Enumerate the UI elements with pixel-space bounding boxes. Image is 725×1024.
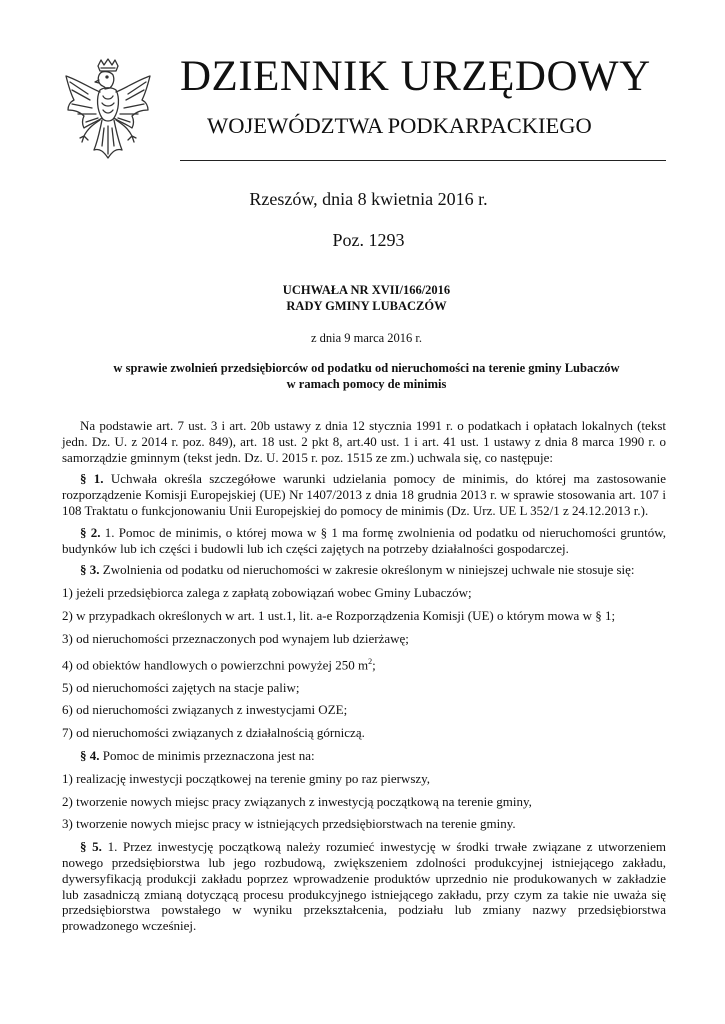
section-4 (62, 748, 666, 764)
list-item: 2) w przypadkach określonych w art. 1 ust.1, lit. a-e Rozporządzenia Komisji (UE) o którym mowa w § 1; (62, 607, 616, 623)
list-item: 1) realizację inwestycji początkowej na terenie gminy po raz pierwszy, (62, 770, 431, 786)
list-item: 6) od nieruchomości związanych z inwestycjami OZE; (62, 702, 348, 718)
list-item-text: 4) od obiektów handlowych o powierzchni powyżej 250 m (62, 656, 369, 672)
polish-eagle-icon (58, 58, 158, 168)
superscript: 2 (368, 656, 373, 666)
list-item: 5) od nieruchomości zajętych na stacje paliw; (62, 679, 300, 695)
list-item (62, 654, 666, 673)
publication-date: Rzeszów, dnia 8 kwietnia 2016 r. (249, 189, 488, 209)
section-3-text: Zwolnienia od podatku od nieruchomości w zakresie określonym w niniejszej uchwale nie stosuje się: (99, 562, 635, 578)
section-1 (62, 471, 666, 518)
act-heading (0, 282, 725, 314)
section-5 (62, 839, 666, 934)
list-item: 2) tworzenie nowych miejsc pracy związanych z inwestycją początkową na terenie gminy, (62, 793, 532, 809)
section-4-label: § 4. (80, 748, 100, 764)
list-item: 1) jeżeli przedsiębiorca zalega z zapłatą zobowiązań wobec Gminy Lubaczów; (62, 585, 472, 601)
section-2-label: § 2. (80, 524, 101, 540)
act-subject (0, 360, 725, 392)
act-subject-line-2: w ramach pomocy de minimis (286, 377, 447, 391)
list-item: 7) od nieruchomości związanych z działalnością górniczą. (62, 725, 365, 741)
act-date: z dnia 9 marca 2016 r. (310, 331, 423, 345)
journal-title: DZIENNIK URZĘDOWY (180, 53, 651, 100)
section-5-text: 1. Przez inwestycję początkową należy rozumieć inwestycję w środki trwałe związane z utworzeniem nowego przedsiębiorstwa lub jego rozbudową, zwiększeniem zdolności produkcyjnej istniejącego zakładu, dywersyfikacją produkcji zakładu poprzez wprowadzenie produktów uprzednio nie produkowanych w zakładzie lub zasadniczą zmianą dotyczącą procesu produkcyjnego istniejącego zakładu, przy czym za takie nie uważa się przedsiębiorstwa powstałego w wyniku przekształcenia, podziału lub zmiany nazwy przedsiębiorstwa prowadzonego wcześniej. (62, 839, 667, 934)
section-5-label: § 5. (80, 839, 102, 855)
list-item-tail: ; (372, 656, 376, 672)
header-divider (180, 160, 666, 161)
section-2-text: 1. Pomoc de minimis, o której mowa w § 1 ma formę zwolnienia od podatku od nieruchomości gruntów, budynków lub ich części i budowli lub ich części zajętych na potrzeby działalności gospodarczej. (62, 524, 666, 556)
section-1-label: § 1. (80, 471, 104, 487)
list-item: 3) tworzenie nowych miejsc pracy w istniejących przedsiębiorstwach na terenie gminy. (62, 816, 516, 832)
act-issuer: RADY GMINY LUBACZÓW (286, 299, 447, 313)
act-body (62, 418, 666, 934)
section-3 (62, 562, 666, 578)
act-number: UCHWAŁA NR XVII/166/2016 (282, 283, 451, 297)
section-4-text: Pomoc de minimis przeznaczona jest na: (99, 748, 315, 764)
list-item: 3) od nieruchomości przeznaczonych pod wynajem lub dzierżawę; (62, 630, 409, 646)
act-subject-line-1: w sprawie zwolnień przedsiębiorców od podatku od nieruchomości na terenie gminy Lubaczów (113, 361, 620, 375)
section-1-text: Uchwała określa szczegółowe warunki udzielania pomocy de minimis, do której ma zastosowanie rozporządzenie Komisji Europejskiej (UE) Nr 1407/2013 z dnia 18 grudnia 2013 r. w sprawie stosowania art. 107 i 108 Traktatu o funkcjonowaniu Unii Europejskiej do pomocy de minimis (Dz. Urz. UE L 352/1 z 24.12.2013 r.). (62, 471, 666, 518)
preamble: Na podstawie art. 7 ust. 3 i art. 20b ustawy z dnia 12 stycznia 1991 r. o podatkach i opłatach lokalnych (tekst jedn. Dz. U. z 2014 r. poz. 849), art. 18 ust. 2 pkt 8, art.40 ust. 1 i art. 41 ust. 1 ustawy z dnia 8 marca 1990 r. o samorządzie gminnym (tekst jedn. Dz. U. 2015 r. poz. 1515 ze zm.) uchwala się, co następuje: (62, 418, 666, 465)
section-2 (62, 525, 666, 557)
position-number: Poz. 1293 (332, 230, 405, 250)
journal-subtitle: WOJEWÓDZTWA PODKARPACKIEGO (207, 113, 592, 138)
section-3-label: § 3. (80, 562, 100, 578)
